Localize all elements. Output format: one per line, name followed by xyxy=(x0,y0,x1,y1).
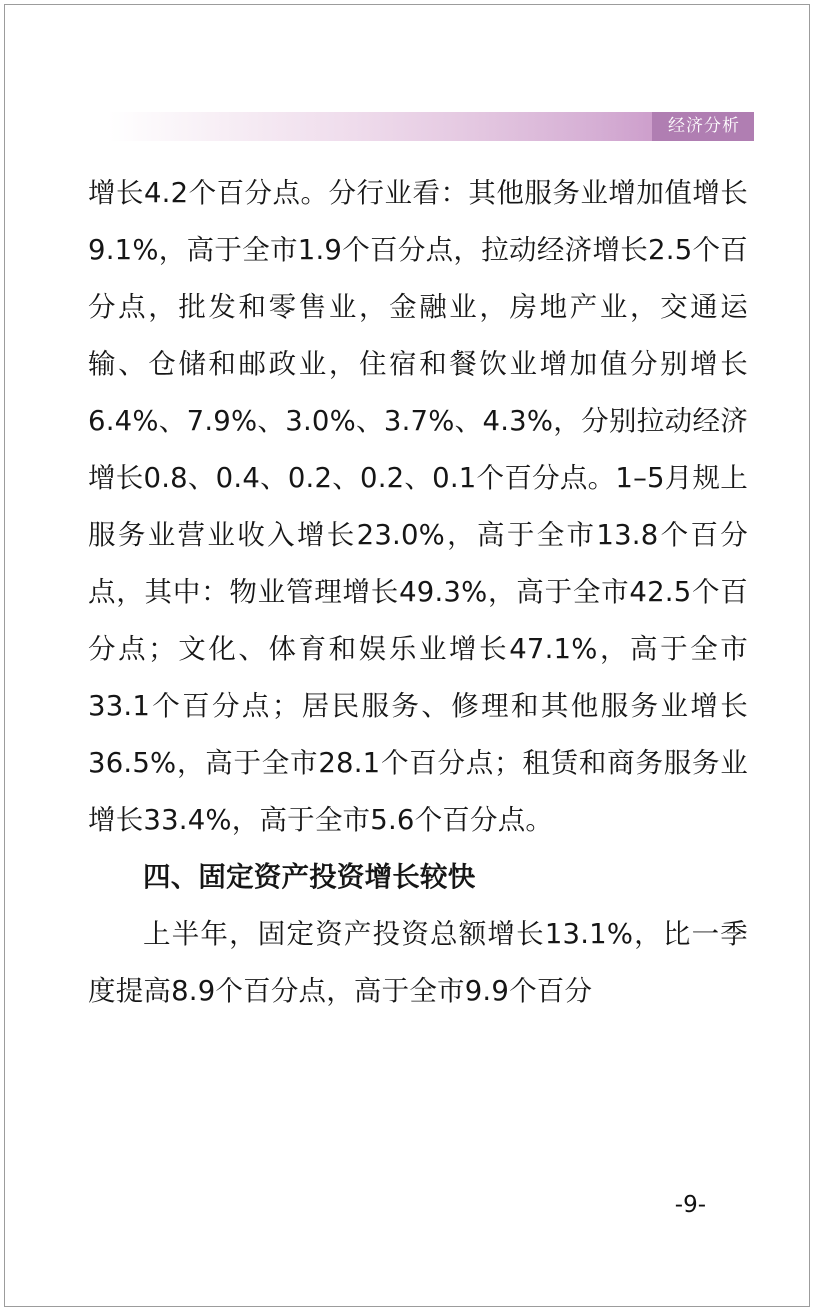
section-heading: 四、固定资产投资增长较快 xyxy=(143,861,476,893)
body-content xyxy=(88,165,748,1020)
header-section-label: 经济分析 xyxy=(652,112,754,141)
section-paragraph: 上半年，固定资产投资总额增长13.1%，比一季度提高8.9个百分点，高于全市9.9个百分 xyxy=(88,918,748,1007)
page-header xyxy=(108,112,754,141)
page-number: -9- xyxy=(674,1192,706,1218)
paragraph-continuation: 增长4.2个百分点。分行业看：其他服务业增加值增长9.1%，高于全市1.9个百分点，拉动经济增长2.5个百分点，批发和零售业，金融业，房地产业，交通运输、仓储和邮政业，住宿和餐饮业增加值分别增长6.4%、7.9%、3.0%、3.7%、4.3%，分别拉动经济增长0.8、0.4、0.2、0.2、0.1个百分点。1–5月规上服务业营业收入增长23.0%，高于全市13.8个百分点，其中：物业管理增长49.3%，高于全市42.5个百分点；文化、体育和娱乐业增长47.1%，高于全市33.1个百分点；居民服务、修理和其他服务业增长36.5%，高于全市28.1个百分点；租赁和商务服务业增长33.4%，高于全市5.6个百分点。 xyxy=(88,177,748,836)
